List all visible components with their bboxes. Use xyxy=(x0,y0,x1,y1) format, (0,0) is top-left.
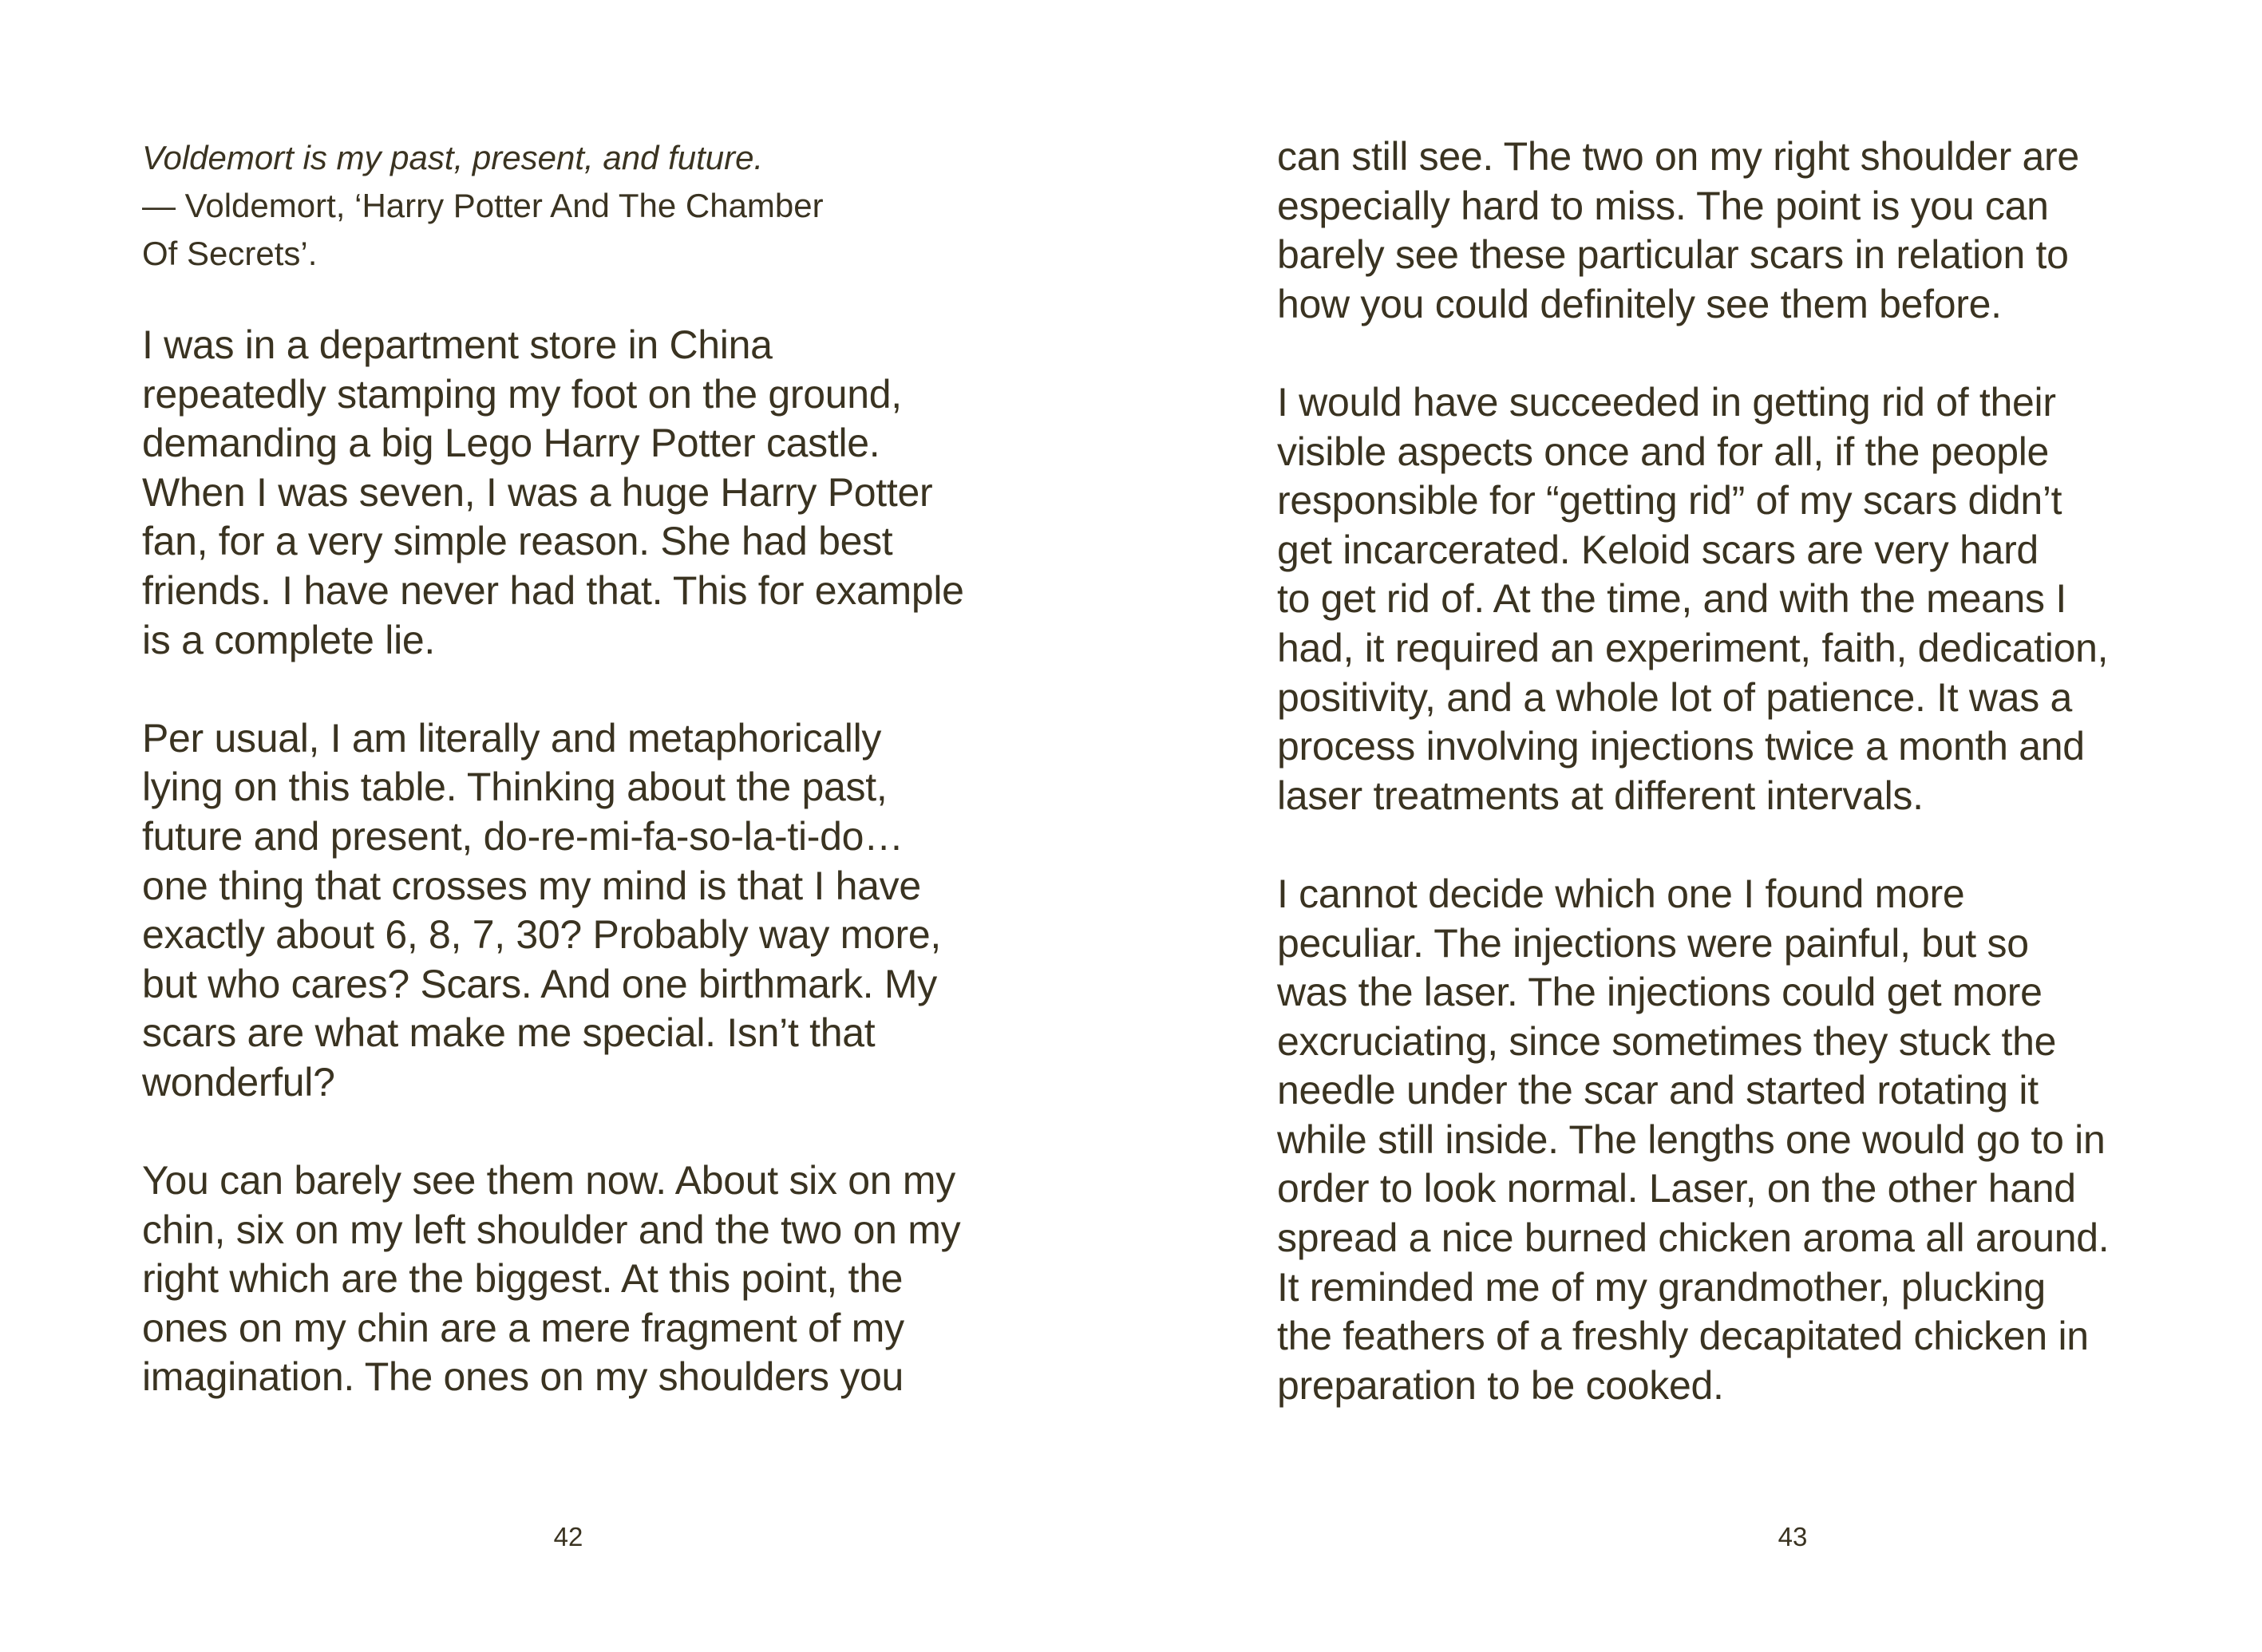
paragraph: I would have succeeded in getting rid of their visible aspects once and for all, if the people responsible for “getting rid” of my scars didn’t get incarcerated. Keloid scars are very hard to get rid of. At the time, and with the means I had, it required an experiment, faith, dedication, positivity, and a whole lot of patience. It was a process involving injections twice a month and laser treatments at different intervals. xyxy=(1277,379,2109,818)
paragraph: I was in a department store in China repeatedly stamping my foot on the ground, demanding a big Lego Harry Potter castle. When I was seven, I was a huge Harry Potter fan, for a very simple reason. She had best friends. I have never had that. This for example is a complete lie. xyxy=(142,322,964,662)
epigraph-quote: Voldemort is my past, present, and future. xyxy=(142,139,764,176)
paragraph: can still see. The two on my right shoulder are especially hard to miss. The point is you can barely see these particular scars in relation to how you could definitely see them before. xyxy=(1277,134,2079,326)
epigraph xyxy=(142,134,940,278)
page-number: 43 xyxy=(1778,1522,1808,1551)
paragraph: You can barely see them now. About six on my chin, six on my left shoulder and the two on my right which are the biggest. At this point, the ones on my chin are a mere fragment of my imagination. The ones on my shoulders you xyxy=(142,1158,961,1400)
paragraph: Per usual, I am literally and metaphorically lying on this table. Thinking about the past, future and present, do-re-mi-fa-so-la-ti-do… one thing that crosses my mind is that I have exactly about 6, 8, 7, 30? Probably way more, but who cares? Scars. And one birthmark. My scars are what make me special. Isn’t that wonderful? xyxy=(142,715,941,1105)
right-page xyxy=(1131,0,2262,1652)
page-number: 42 xyxy=(553,1522,583,1551)
paragraph: I cannot decide which one I found more peculiar. The injections were painful, but so was the laser. The injections could get more excruciating, since sometimes they stuck the needle under the scar and started rotating it while still inside. The lengths one would go to in order to look normal. Laser, on the other hand spread a nice burned chicken aroma all around. It reminded me of my grandmother, plucking the feathers of a freshly decapitated chicken in preparation to be cooked. xyxy=(1277,871,2110,1408)
epigraph-attribution: — Voldemort, ‘Harry Potter And The Chamber Of Secrets’. xyxy=(142,187,824,272)
right-page-body xyxy=(1277,132,2235,1410)
left-page-body xyxy=(142,321,1052,1402)
